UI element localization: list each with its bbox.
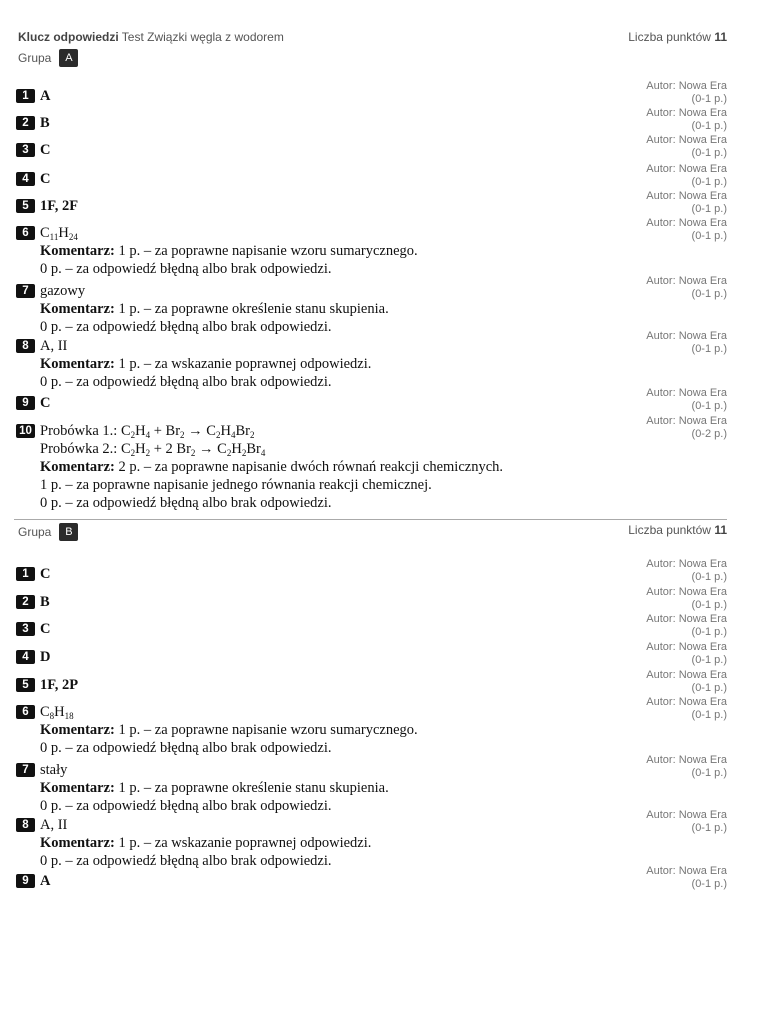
answer: A	[40, 873, 51, 889]
author-info: Autor: Nowa Era (0-1 p.)	[646, 558, 727, 583]
author-info: Autor: Nowa Era (0-1 p.)	[646, 163, 727, 188]
question-number: 5	[16, 199, 35, 213]
question-a-1	[16, 80, 727, 105]
question-number: 1	[16, 89, 35, 103]
question-number: 5	[16, 678, 35, 692]
author-info: Autor: Nowa Era (0-1 p.)	[646, 754, 727, 779]
author-info: Autor: Nowa Era (0-1 p.)	[646, 80, 727, 105]
answer: $C_8H_{18}$	[40, 704, 74, 721]
question-number: 1	[16, 567, 35, 581]
question-b-4	[16, 641, 727, 666]
comment-zero: 0 p. – za odpowiedź błędną albo brak odpowiedzi.	[40, 798, 332, 814]
comment: Komentarz: 1 p. – za wskazanie poprawnej odpowiedzi.	[40, 356, 372, 372]
answer: stały	[40, 762, 68, 778]
group-badge: A	[59, 49, 78, 67]
author-info: Autor: Nowa Era (0-1 p.)	[646, 809, 727, 834]
question-number: 7	[16, 763, 35, 777]
answer: C	[40, 395, 51, 411]
question-number: 2	[16, 595, 35, 609]
author-info: Autor: Nowa Era (0-1 p.)	[646, 330, 727, 355]
comment: Komentarz: 1 p. – za poprawne określenie stanu skupienia.	[40, 780, 389, 796]
author-info: Autor: Nowa Era (0-1 p.)	[646, 865, 727, 890]
group-badge: B	[59, 523, 78, 541]
comment: Komentarz: 1 p. – za poprawne napisanie wzoru sumarycznego.	[40, 243, 418, 259]
author-info: Autor: Nowa Era (0-2 p.)	[646, 415, 727, 440]
question-number: 8	[16, 339, 35, 353]
question-number: 9	[16, 874, 35, 888]
answer: B	[40, 115, 50, 131]
question-number: 4	[16, 650, 35, 664]
total-points: Liczba punktów 11	[628, 30, 727, 44]
question-number: 7	[16, 284, 35, 298]
question-b-6	[16, 696, 727, 757]
author-info: Autor: Nowa Era (0-1 p.)	[646, 275, 727, 300]
question-a-9	[16, 387, 727, 412]
author-info: Autor: Nowa Era (0-1 p.)	[646, 696, 727, 721]
answer: C	[40, 171, 51, 187]
question-number: 9	[16, 396, 35, 410]
question-number: 6	[16, 705, 35, 719]
comment-zero: 0 p. – za odpowiedź błędną albo brak odpowiedzi.	[40, 319, 332, 335]
author-info: Autor: Nowa Era (0-1 p.)	[646, 613, 727, 638]
question-b-8	[16, 809, 727, 870]
author-info: Autor: Nowa Era (0-1 p.)	[646, 586, 727, 611]
author-info: Autor: Nowa Era (0-1 p.)	[646, 669, 727, 694]
question-b-9	[16, 865, 727, 890]
question-number: 10	[16, 424, 35, 438]
comment-zero: 0 p. – za odpowiedź błędną albo brak odpowiedzi.	[40, 853, 332, 869]
comment-zero: 0 p. – za odpowiedź błędną albo brak odpowiedzi.	[40, 740, 332, 756]
answer: 1F, 2F	[40, 198, 79, 214]
comment: Komentarz: 1 p. – za poprawne określenie stanu skupienia.	[40, 301, 389, 317]
answer: C	[40, 142, 51, 158]
question-a-8	[16, 330, 727, 391]
question-a-10	[16, 415, 727, 512]
question-number: 4	[16, 172, 35, 186]
group-a-header	[18, 49, 78, 67]
group-label: Grupa	[18, 525, 52, 539]
equation-1: Probówka 1.: $C_2H_4 + Br_2 \to C_2H_4Br_2$	[40, 423, 255, 440]
question-number: 2	[16, 116, 35, 130]
answer: A	[40, 88, 51, 104]
question-a-4	[16, 163, 727, 188]
answer: B	[40, 594, 50, 610]
comment-zero: 0 p. – za odpowiedź błędną albo brak odpowiedzi.	[40, 374, 332, 390]
answer: $C_{11}H_{24}$	[40, 225, 78, 242]
question-b-3	[16, 613, 727, 638]
group-label: Grupa	[18, 51, 52, 65]
equation-2: Probówka 2.: $C_2H_2 + 2$ $Br_2 \to C_2H_2Br_4$	[40, 441, 266, 458]
question-a-2	[16, 107, 727, 132]
author-info: Autor: Nowa Era (0-1 p.)	[646, 107, 727, 132]
answer: A, II	[40, 338, 68, 354]
test-title: Test Związki węgla z wodorem	[121, 30, 284, 44]
comment-zero: 0 p. – za odpowiedź błędną albo brak odpowiedzi.	[40, 261, 332, 277]
comment: Komentarz: 2 p. – za poprawne napisanie dwóch równań reakcji chemicznych.	[40, 459, 504, 475]
comment-one: 1 p. – za poprawne napisanie jednego równania reakcji chemicznej.	[40, 477, 432, 493]
page-header	[18, 30, 727, 44]
question-a-7	[16, 275, 727, 336]
group-b-header	[18, 523, 78, 541]
author-info: Autor: Nowa Era (0-1 p.)	[646, 217, 727, 242]
question-b-2	[16, 586, 727, 611]
answer: C	[40, 566, 51, 582]
doc-label: Klucz odpowiedzi	[18, 30, 119, 44]
answer: C	[40, 621, 51, 637]
comment-zero: 0 p. – za odpowiedź błędną albo brak odpowiedzi.	[40, 495, 332, 511]
author-info: Autor: Nowa Era (0-1 p.)	[646, 190, 727, 215]
question-a-3	[16, 134, 727, 159]
question-b-5	[16, 669, 727, 694]
question-a-5	[16, 190, 727, 215]
answer: D	[40, 649, 51, 665]
author-info: Autor: Nowa Era (0-1 p.)	[646, 134, 727, 159]
comment: Komentarz: 1 p. – za wskazanie poprawnej odpowiedzi.	[40, 835, 372, 851]
author-info: Autor: Nowa Era (0-1 p.)	[646, 641, 727, 666]
question-number: 3	[16, 143, 35, 157]
comment: Komentarz: 1 p. – za poprawne napisanie wzoru sumarycznego.	[40, 722, 418, 738]
answer: A, II	[40, 817, 68, 833]
question-b-1	[16, 558, 727, 583]
question-number: 6	[16, 226, 35, 240]
question-a-6	[16, 217, 727, 278]
answer: 1F, 2P	[40, 677, 79, 693]
author-info: Autor: Nowa Era (0-1 p.)	[646, 387, 727, 412]
question-number: 3	[16, 622, 35, 636]
answer: gazowy	[40, 283, 86, 299]
question-number: 8	[16, 818, 35, 832]
question-b-7	[16, 754, 727, 815]
group-divider	[14, 519, 727, 520]
